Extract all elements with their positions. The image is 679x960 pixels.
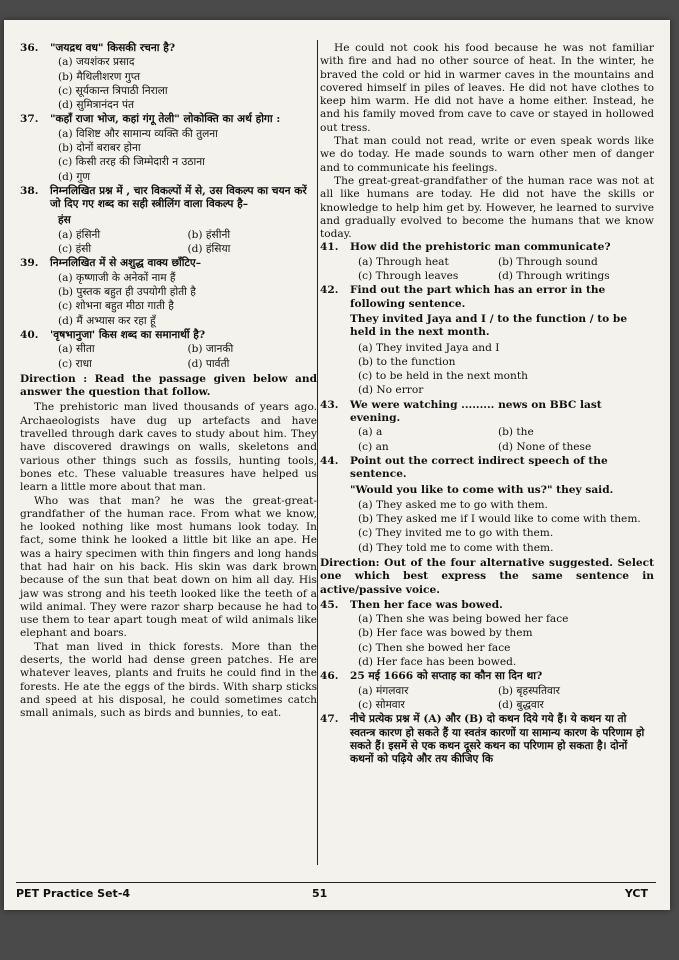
option: (c) Then she bowed her face [358,641,511,654]
passage-direction: Direction : Read the passage given below and answer the question that follow. [20,372,317,399]
option: (a) They asked me to go with them. [358,498,548,511]
option: (b) जानकी [187,343,234,356]
document-page [4,20,670,910]
option: (d) मैं अभ्यास कर रहा हूँ [58,314,156,327]
option: (a) They invited Jaya and I [358,341,500,354]
column-divider [317,40,318,865]
question-43: 43. We were watching ......... news on BBC last evening. [320,398,602,425]
option: (d) हंसिया [187,243,231,256]
option: (d) They told me to come with them. [358,541,554,554]
option: (b) the [498,426,534,439]
option: (d) Her face has been bowed. [358,656,517,669]
question-45: 45. Then her face was bowed. [320,598,503,611]
voice-direction: Direction: Out of the four alternative suggested. Select one which best express the same sentence in active/passive voice. [320,556,654,596]
option: (d) None of these [498,440,592,453]
option: (c) राधा [58,357,92,370]
question-40: 40. 'वृषभानुजा' किस शब्द का समानार्थी है? [20,328,206,341]
error-sentence: They invited Jaya and I / to the function / to be held in the next month. [350,312,628,339]
option: (d) No error [358,384,424,397]
question-36: 36. "जयद्रथ वध" किसकी रचना है? [20,42,176,54]
option: (a) a [358,426,383,439]
option: (a) कृष्णाजी के अनेकों नाम हैं [58,271,176,284]
option-row [320,270,654,283]
option: (b) दोनों बराबर होना [58,142,141,155]
option-row [320,426,654,439]
option: (d) पार्वती [187,357,230,370]
option: (b) हंसीनी [187,228,231,241]
passage-paragraph: That man could not read, write or even speak words like we do today. He made sounds to warn other men of danger and to communicate his feelings. [320,135,654,174]
passage-paragraph: The great-great-grandfather of the human race was not at all like humans are today. He did not have the skills or knowledge to help him get by. However, he learned to survive and gradually evolved to become the humans that we know today. [320,174,654,241]
option-row [320,256,654,269]
option: (a) विशिष्ट और सामान्य व्यक्ति की तुलना [58,127,218,140]
option-row [20,358,317,371]
option: (b) बृहस्पतिवार [498,684,560,697]
option: (d) Through writings [498,270,610,283]
passage-paragraph: Who was that man? he was the great-great-grandfather of the human race. From what we know, he looked nothing like most humans look today. In fact, some think he looked a little bit like an ape. He was a hairy specimen with thin fingers and long hands that had hair on his back. His skin was dark brown because of the sun that beat down on him all day. His jaw was strong and his teeth looked like the teeth of a wild animal. They were razor sharp because he had to use them to tear apart tough meat of wild animals like elephant and boars. [20,494,317,640]
option-row [320,699,654,712]
option: (a) Then she was being bowed her face [358,613,569,626]
left-column [20,42,317,721]
question-42: 42. Find out the part which has an error in the following sentence. [320,284,606,310]
option: (c) किसी तरह की जिम्मेदारी न उठाना [58,156,205,169]
right-column [320,42,654,766]
option: (b) मैथिलीशरण गुप्त [58,70,141,83]
quoted-sentence: "Would you like to come with us?" they said. [350,483,614,496]
option: (c) हंसी [58,243,92,256]
publisher-mark: YCT [624,887,648,900]
given-word: हंस [58,213,71,226]
option: (b) They asked me if I would like to come with them. [358,513,641,526]
option-row [20,243,317,256]
option: (a) Through heat [358,255,449,268]
question-41: 41. How did the prehistoric man communicate? [320,241,611,254]
option: (c) सूर्यकान्त त्रिपाठी निराला [58,84,168,97]
question-38: 38. निम्नलिखित प्रश्न में , चार विकल्पों में से, उस विकल्प का चयन करें जो दिए गए शब्द का सही स्त्रीलिंग वाला विकल्प है– [20,184,307,211]
passage-paragraph: He could not cook his food because he was not familiar with fire and had no other source of heat. In the winter, he braved the cold or hid in warmer caves in the mountains and covered himself in piles of leaves. He did not have clothes to keep him warm. He did not have a home either. Instead, he and his family moved from cave to cave or stayed in hollowed out tress. [320,42,654,134]
option-row [320,685,654,698]
passage-paragraph: The prehistoric man lived thousands of years ago. Archaeologists have dug up artefacts and have travelled through dark caves to study about him. They have discovered drawings on walls, skeletons and various other things such as fossils, hunting tools, bones etc. These valuable treasures have helped us learn a little more about that man. [20,401,317,494]
page-number: 51 [312,887,328,900]
option: (b) Through sound [498,255,598,268]
option: (b) Her face was bowed by them [358,627,533,640]
option: (a) हंसिनी [58,228,101,241]
option: (c) शोभना बहुत मीठा गाती है [58,300,174,313]
question-44: 44. Point out the correct indirect speech of the sentence. [320,454,608,481]
option: (a) जयशंकर प्रसाद [58,56,135,69]
option: (b) पुस्तक बहुत ही उपयोगी होती है [58,286,196,299]
passage-paragraph: That man lived in thick forests. More than the deserts, the world had dense green patches. He are whatever leaves, plants and fruits he could find in the forests. He ate the eggs of the birds. With sharp sticks and speed at his disposal, he could sometimes catch small animals, such as birds and bunnies, to eat. [20,640,317,720]
option: (a) सीता [58,343,95,356]
option: (d) गुण [58,170,91,183]
option: (c) सोमवार [358,698,405,711]
option-row [20,343,317,356]
page-footer [4,887,670,903]
option: (d) सुमित्रानंदन पंत [58,99,135,112]
option-row [20,229,317,242]
option: (c) They invited me to go with them. [358,527,554,540]
option: (d) बुद्धवार [498,698,544,711]
question-46: 46. 25 मई 1666 को सप्ताह का कौन सा दिन था? [320,670,543,683]
option: (a) मंगलवार [358,684,409,697]
option: (b) to the function [358,355,456,368]
footer-rule [16,882,656,883]
option-row [320,441,654,454]
option: (c) an [358,440,389,453]
question-47: 47. नीचे प्रत्येक प्रश्न में (A) और (B) दो कथन दिये गये हैं। ये कथन या तो स्वतन्त्र कारण हो सकते हैं या स्वतंत्र कारणों या सामान्य कारण के परिणाम हो सकते हैं। इसमें से एक कथन दूसरे कथन का परिणाम हो सकता है। दोनों कथनों को पढ़िये और तय कीजिए कि [320,713,645,766]
option: (c) Through leaves [358,270,459,283]
option: (c) to be held in the next month [358,370,528,383]
question-37: 37. "कहाँ राजा भोज, कहां गंगू तेली" लोकोक्ति का अर्थ होगा : [20,113,281,126]
question-39: 39. निम्नलिखित में से अशुद्ध वाक्य छाँटिए– [20,257,201,270]
footer-title: PET Practice Set-4 [16,887,131,900]
